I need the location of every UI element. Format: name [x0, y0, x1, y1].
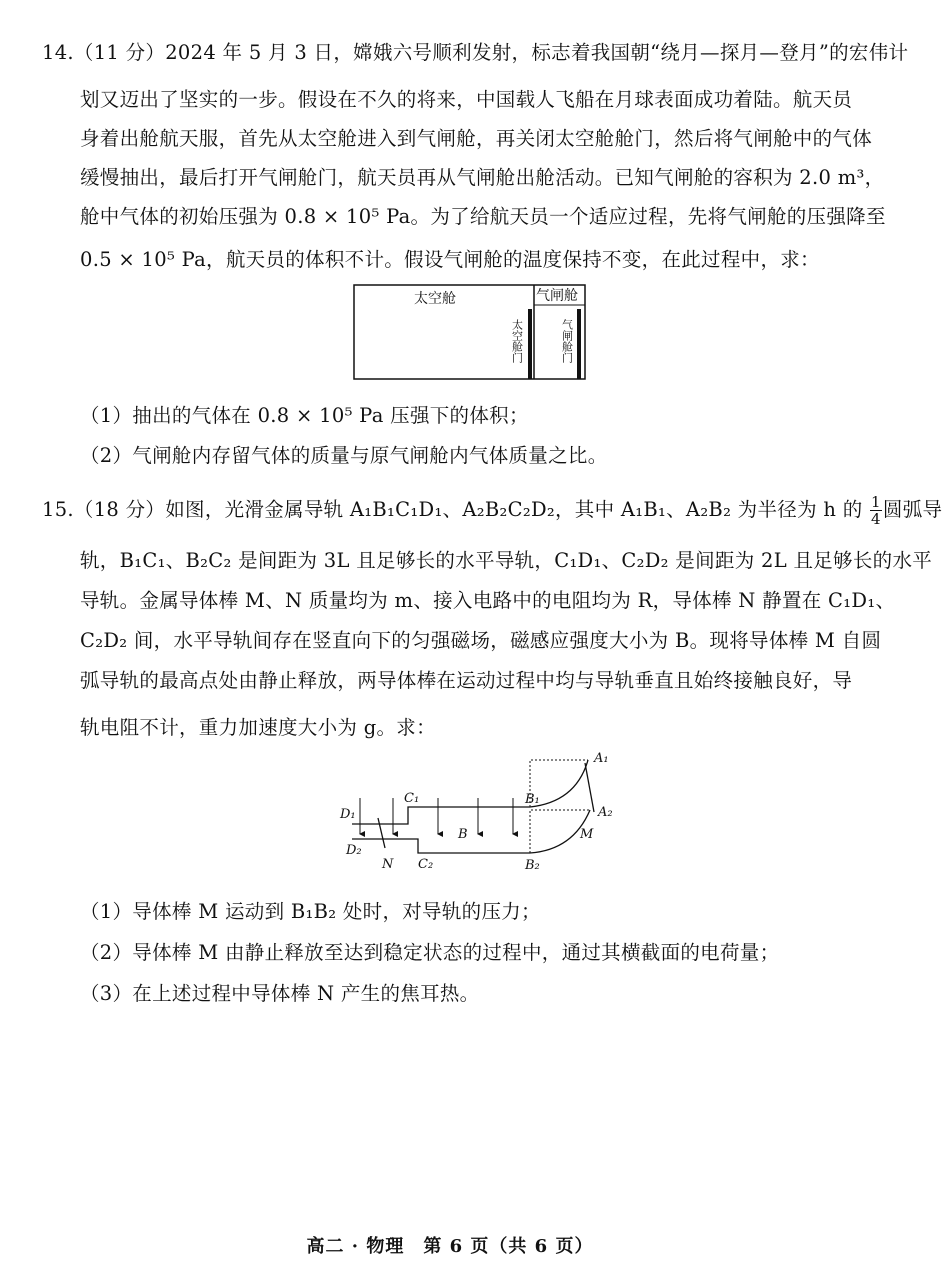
q15-sub-3: （3）在上述过程中导体棒 N 产生的焦耳热。: [80, 982, 480, 1005]
q15-line-1: [42, 494, 942, 527]
q15-line-2: 轨，B₁C₁、B₂C₂ 是间距为 3L 且足够长的水平导轨，C₁D₁、C₂D₂ 是间距为 2L 且足够长的水平: [80, 549, 933, 572]
q15-line-1-text: 15.（18 分）如图，光滑金属导轨 A₁B₁C₁D₁、A₂B₂C₂D₂，其中 A₁B₁、A₂B₂ 为半径为 h 的: [42, 498, 863, 521]
q14-sub-1: （1）抽出的气体在 0.8 × 10⁵ Pa 压强下的体积；: [80, 404, 529, 427]
label-field-b: B: [458, 827, 468, 842]
space-cabin-door-label: 太空舱门: [510, 319, 524, 363]
rod-m: [585, 763, 594, 812]
bottom-rail: [352, 839, 530, 853]
label-a1: A₁: [594, 751, 609, 766]
label-b1: B₁: [525, 792, 540, 807]
q14-line-5: 舱中气体的初始压强为 0.8 × 10⁵ Pa。为了给航天员一个适应过程，先将气闸舱的压强降至: [80, 205, 886, 228]
q15-line-4: C₂D₂ 间，水平导轨间存在竖直向下的匀强磁场，磁感应强度大小为 B。现将导体棒 M 自圆: [80, 629, 882, 652]
label-b2: B₂: [525, 858, 540, 873]
label-c1: C₁: [404, 791, 420, 806]
label-d2: D₂: [346, 843, 362, 858]
q15-sub-1: （1）导体棒 M 运动到 B₁B₂ 处时，对导轨的压力；: [80, 900, 541, 923]
q14-line-1: 14.（11 分）2024 年 5 月 3 日，嫦娥六号顺利发射，标志着我国朝“绕月—探月—登月”的宏伟计: [42, 41, 909, 64]
rail-diagram: [338, 750, 638, 880]
label-a2: A₂: [598, 805, 613, 820]
q14-sub-2: （2）气闸舱内存留气体的质量与原气闸舱内气体质量之比。: [80, 444, 608, 467]
q15-sub-2: （2）导体棒 M 由静止释放至达到稳定状态的过程中，通过其横截面的电荷量；: [80, 941, 780, 964]
airlock-cabin-label: 气闸舱: [536, 288, 578, 304]
q14-line-4: 缓慢抽出，最后打开气闸舱门，航天员再从气闸舱出舱活动。已知气闸舱的容积为 2.0 m³，: [80, 166, 885, 189]
label-m: M: [580, 827, 594, 842]
q14-line-2: 划又迈出了坚实的一步。假设在不久的将来，中国载人飞船在月球表面成功着陆。航天员: [80, 88, 853, 111]
label-c2: C₂: [418, 857, 434, 872]
rod-n: [378, 818, 385, 848]
airlock-door-label: 气闸舱门: [560, 319, 574, 363]
label-d1: D₁: [340, 807, 356, 822]
q15-line-3: 导轨。金属导体棒 M、N 质量均为 m、接入电路中的电阻均为 R，导体棒 N 静置在 C₁D₁、: [80, 589, 896, 612]
label-n: N: [382, 857, 394, 872]
space-cabin-label: 太空舱: [414, 291, 456, 307]
page-footer: 高二 · 物理 第 6 页（共 6 页）: [306, 1236, 594, 1257]
quarter-fraction: [870, 494, 882, 527]
q15-line-6: 轨电阻不计，重力加速度大小为 g。求：: [80, 716, 436, 739]
q14-line-6: 0.5 × 10⁵ Pa，航天员的体积不计。假设气闸舱的温度保持不变，在此过程中，求：: [80, 248, 820, 271]
q14-line-3: 身着出舱航天服，首先从太空舱进入到气闸舱，再关闭太空舱舱门，然后将气闸舱中的气体: [80, 127, 873, 150]
q15-line-5: 弧导轨的最高点处由静止释放，两导体棒在运动过程中均与导轨垂直且始终接触良好，导: [80, 669, 853, 692]
cabin-diagram: [352, 283, 592, 383]
fraction-denominator: 4: [871, 510, 881, 528]
q15-line-1-tail: 圆弧导: [882, 498, 942, 521]
fraction-numerator: 1: [871, 493, 881, 511]
